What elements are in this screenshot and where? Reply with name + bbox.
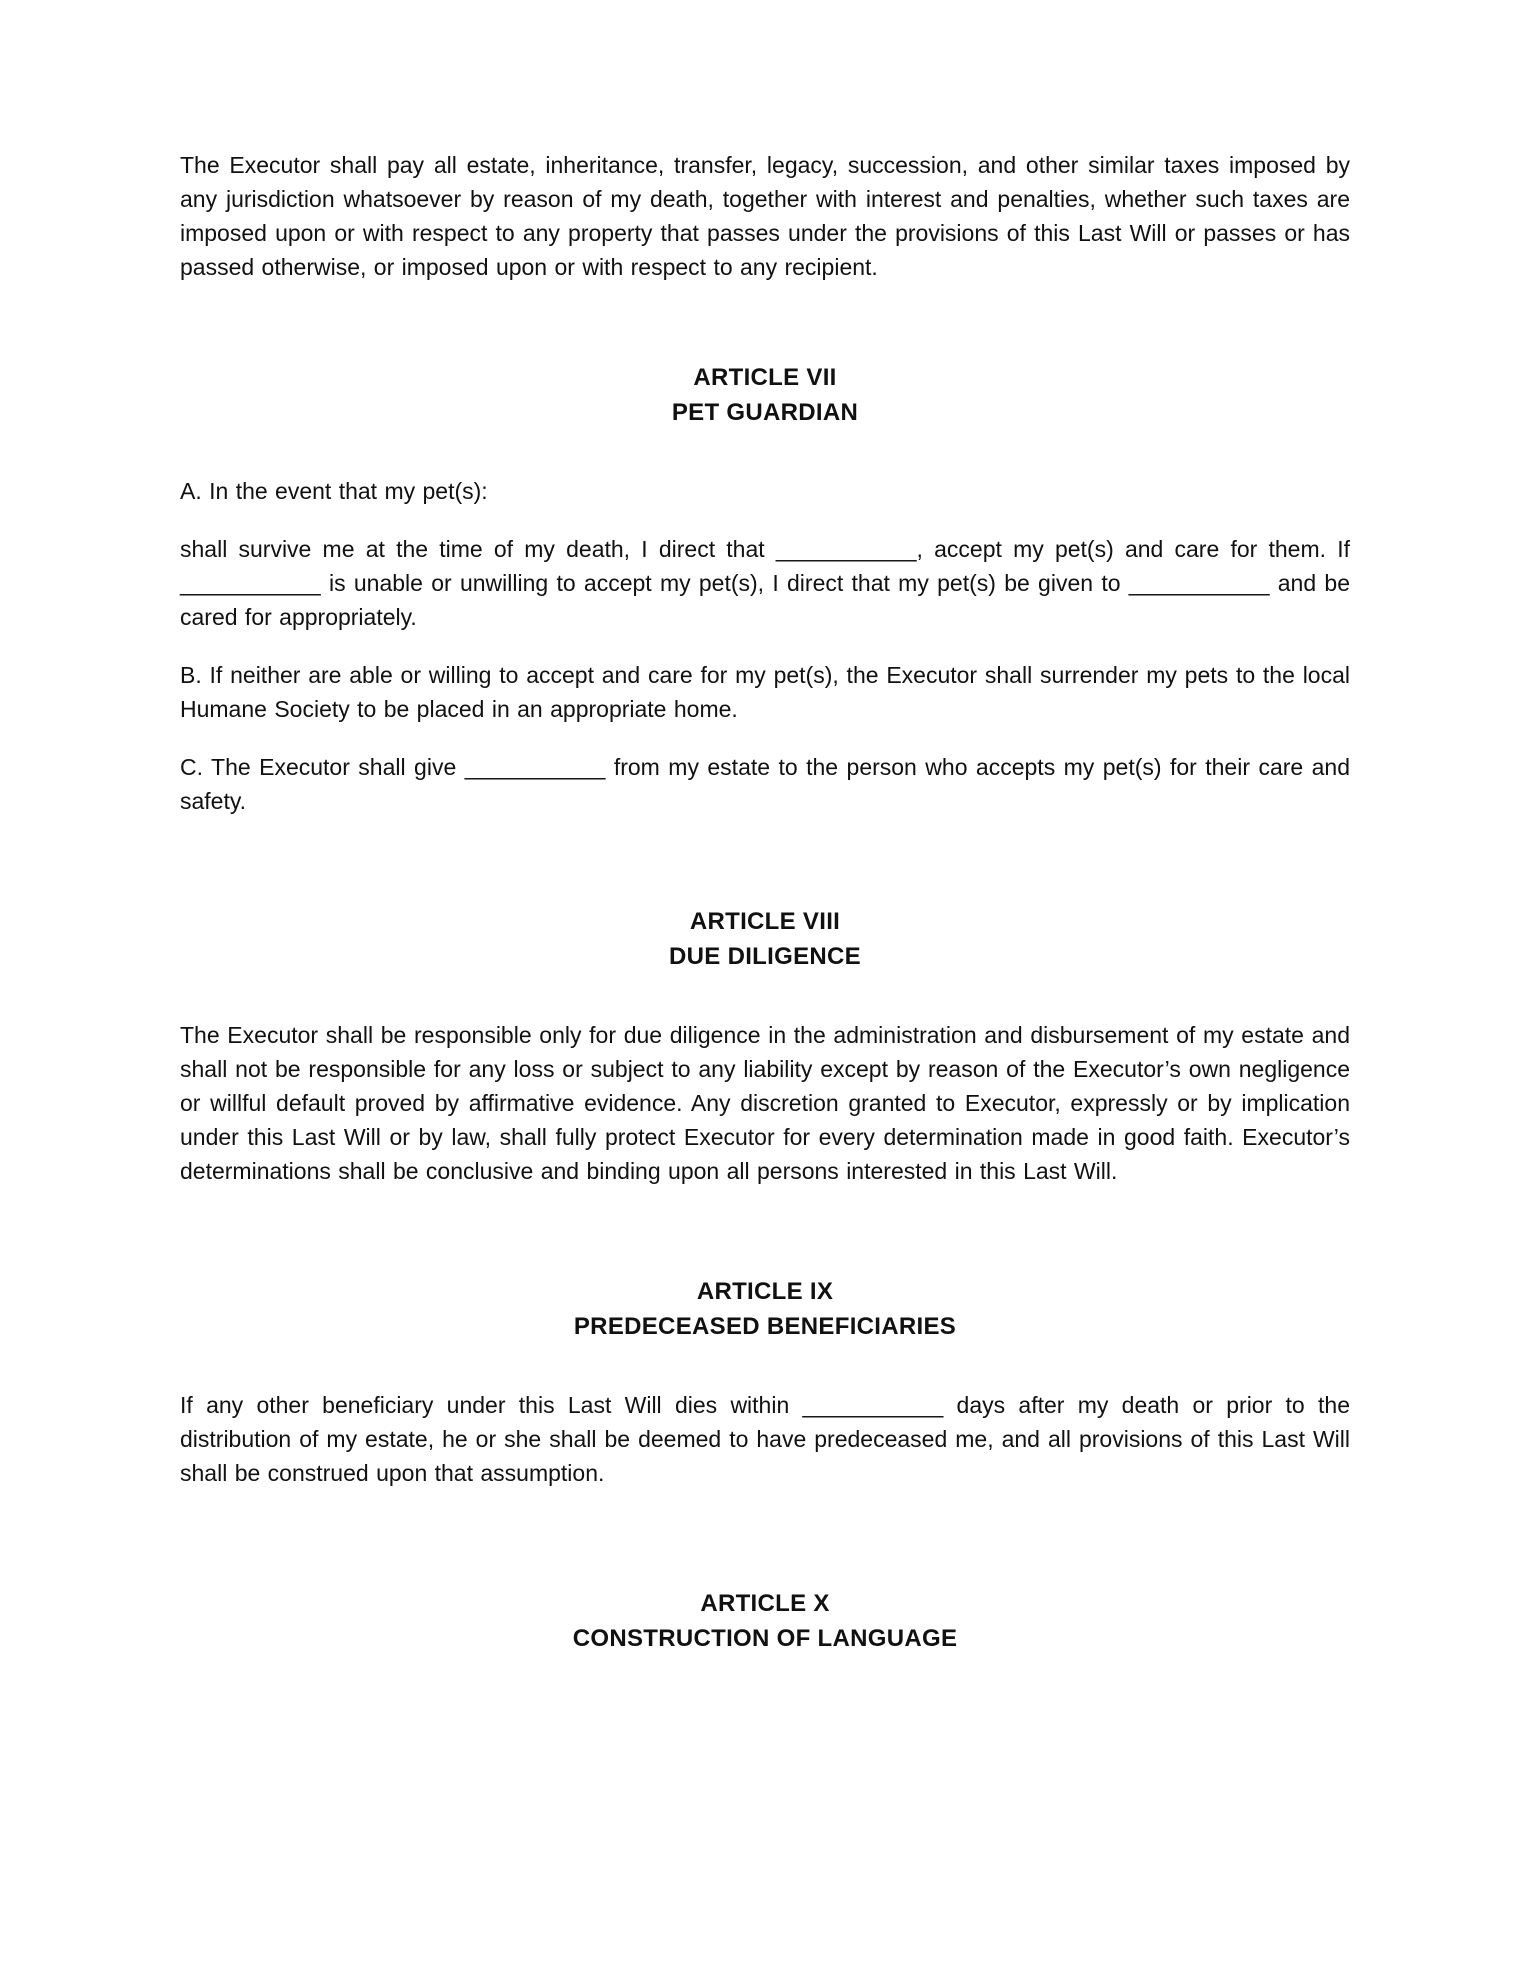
article-viii-title: DUE DILIGENCE [669,943,861,970]
article-x-heading [180,1586,1350,1656]
article-x-title: CONSTRUCTION OF LANGUAGE [572,1625,958,1652]
article-vii-paragraph-b-humane-society: B. If neither are able or willing to accept and care for my pet(s), the Executor shall surrender my pets to the local Humane Society to be placed in an appropriate home. [180,662,1350,722]
article-viii-heading [180,904,1350,974]
article-ix-number: ARTICLE IX [696,1278,834,1305]
paragraph-executor-taxes: The Executor shall pay all estate, inheritance, transfer, legacy, succession, and other similar taxes imposed by any jurisdiction whatsoever by reason of my death, together with interest and penalties, whether such taxes are imposed upon or with respect to any property that passes under the provisions of this Last Will or passes or has passed otherwise, or imposed upon or with respect to any recipient. [180,152,1350,280]
article-viii-paragraph-due-diligence: The Executor shall be responsible only for due diligence in the administration and disbursement of my estate and shall not be responsible for any loss or subject to any liability except by reason of the Executor’s own negligence or willful default proved by affirmative evidence. Any discretion granted to Executor, expressly or by implication under this Last Will or by law, shall fully protect Executor for every determination made in good faith. Executor’s determinations shall be conclusive and binding upon all persons interested in this Last Will. [180,1022,1350,1184]
article-vii-title: PET GUARDIAN [671,399,859,426]
article-vii-paragraph-c-estate-gift: C. The Executor shall give ___________ from my estate to the person who accepts my pet(s) for their care and safety. [180,754,1350,814]
article-vii-number: ARTICLE VII [693,364,837,391]
article-vii-heading [180,360,1350,430]
article-viii-number: ARTICLE VIII [689,908,841,935]
article-ix-paragraph-predeceased: If any other beneficiary under this Last Will dies within ___________ days after my death or prior to the distribution of my estate, he or she shall be deemed to have predeceased me, and all provisions of this Last Will shall be construed upon that assumption. [180,1392,1350,1486]
article-ix-title: PREDECEASED BENEFICIARIES [573,1313,957,1340]
article-ix-heading [180,1274,1350,1344]
article-vii-paragraph-a-intro: A. In the event that my pet(s): [180,478,488,504]
article-vii-paragraph-pet-survive: shall survive me at the time of my death, I direct that ___________, accept my pet(s) and care for them. If ___________ is unable or unwilling to accept my pet(s), I direct that my pet(s) be given to ___________ and be cared for appropriately. [180,536,1350,630]
article-x-number: ARTICLE X [700,1590,830,1617]
